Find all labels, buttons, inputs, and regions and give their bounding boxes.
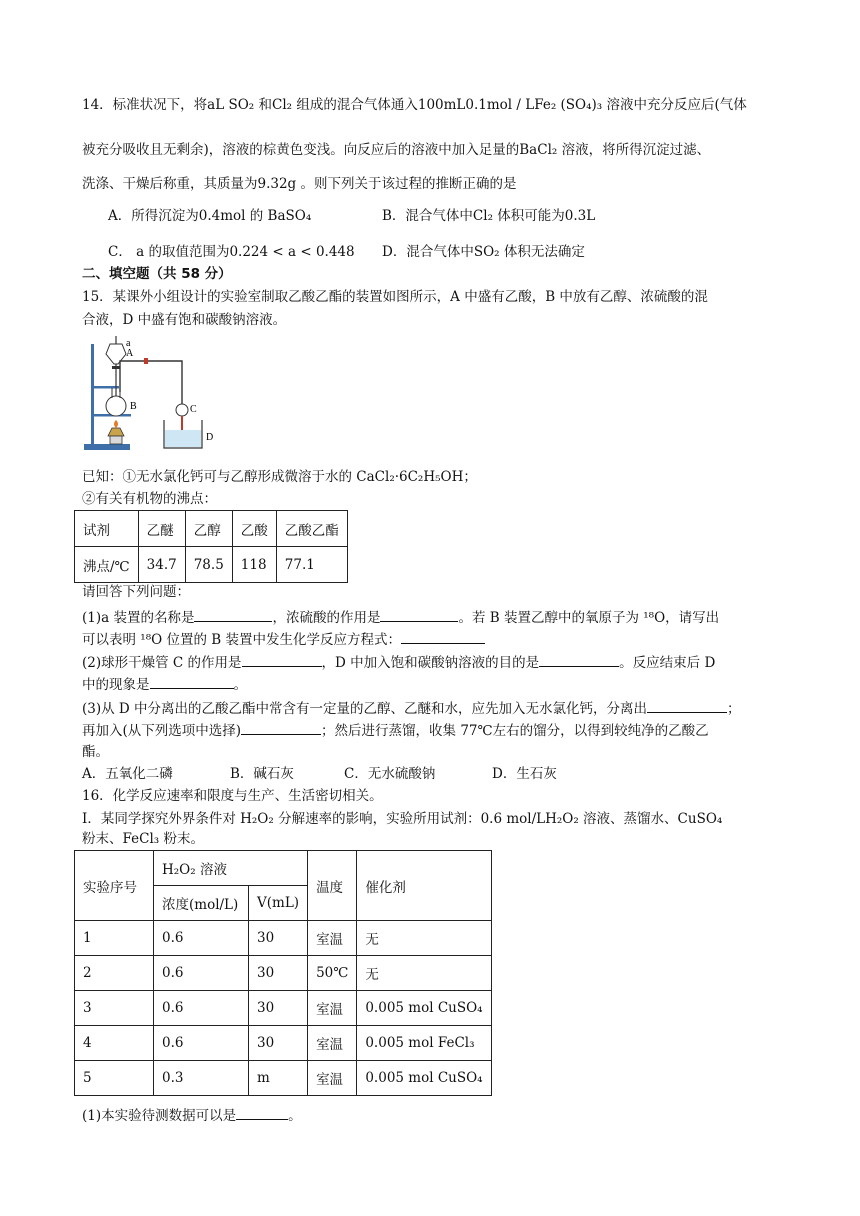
table-row: [75, 547, 348, 583]
alcohol-lamp: [108, 428, 124, 436]
experiment-table: [74, 850, 492, 1096]
q16-part1-question: [82, 1104, 782, 1126]
apparatus-diagram: [82, 336, 230, 454]
q15-part1-line-1: [82, 606, 782, 628]
q15-option-a: A．五氧化二磷: [82, 766, 173, 782]
q15-part3-text-c: 再加入(从下列选项中选择): [82, 723, 242, 739]
answer-blank[interactable]: [539, 651, 619, 667]
q15-option-b: B．碱石灰: [230, 766, 294, 782]
q14-stem-line-2: 被充分吸收且无剩余)，溶液的棕黄色变浅。向反应后的溶液中加入足量的BaCl₂ 溶液，将所得沉淀过滤、: [82, 142, 711, 158]
table-row: [75, 921, 492, 956]
q15-option-d: D．生石灰: [492, 766, 557, 782]
table-cell: 0.3: [154, 1061, 249, 1096]
table-cell: 室温: [308, 991, 357, 1026]
drying-tube: [176, 404, 188, 416]
boiling-point-table: [74, 510, 348, 583]
answer-blank[interactable]: [242, 651, 322, 667]
table-row: [75, 1061, 492, 1096]
table-row: [75, 991, 492, 1026]
label-D: D: [206, 432, 214, 443]
stand-base: [84, 444, 130, 450]
table-header: V(mL): [249, 886, 308, 921]
table-cell: 5: [75, 1061, 154, 1096]
table-cell: 30: [249, 956, 308, 991]
label-a: a: [126, 338, 131, 349]
table-cell: 77.1: [276, 547, 347, 583]
delivery-tube: [120, 361, 182, 404]
q15-part1-text-a: (1)a 装置的名称是: [82, 610, 195, 626]
q15-option-c: C．无水硫酸钠: [344, 766, 436, 782]
table-cell: 4: [75, 1026, 154, 1061]
table-cell: 室温: [308, 921, 357, 956]
q15-prompt: 请回答下列问题：: [82, 584, 190, 600]
q15-part2-text-a: (2)球形干燥管 C 的作用是: [82, 655, 242, 671]
q15-part3-line-1: [82, 697, 782, 719]
table-cell: 乙醇: [185, 511, 232, 547]
table-cell: 乙酸: [232, 511, 276, 547]
table-cell: 0.6: [154, 956, 249, 991]
table-cell: 0.6: [154, 921, 249, 956]
table-header: H₂O₂ 溶液: [154, 851, 308, 886]
q16-question-text: (1)本实验待测数据可以是: [82, 1108, 237, 1124]
answer-blank[interactable]: [194, 606, 272, 622]
q14-option-a: A．所得沉淀为0.4mol 的 BaSO₄: [108, 208, 312, 224]
q15-part3-text-d: ；然后进行蒸馏，收集 77℃左右的馏分，以得到较纯净的乙酸乙: [321, 723, 709, 739]
q15-part2-text-c: 。反应结束后 D: [619, 655, 716, 671]
q16-part1-line-1: Ⅰ．某同学探究外界条件对 H₂O₂ 分解速率的影响，实验所用试剂：0.6 mol/LH₂O₂ 溶液、蒸馏水、CuSO₄: [82, 811, 723, 827]
q15-part2-text-b: ，D 中加入饱和碳酸钠溶液的目的是: [321, 655, 540, 671]
round-bottom-flask: [106, 396, 126, 416]
table-header: 浓度(mol/L): [154, 886, 249, 921]
table-cell: 50℃: [308, 956, 357, 991]
q15-known-1: 已知：①无水氯化钙可与乙醇形成微溶于水的 CaCl₂·6C₂H₅OH；: [82, 469, 477, 485]
table-cell: 30: [249, 1026, 308, 1061]
stand-rod: [91, 344, 94, 444]
table-cell: 3: [75, 991, 154, 1026]
table-cell: 乙醚: [138, 511, 185, 547]
beaker-solution: [165, 430, 201, 447]
table-cell: 30: [249, 921, 308, 956]
answer-blank[interactable]: [150, 673, 234, 689]
q15-part3-line-2: [82, 719, 782, 741]
table-cell: 118: [232, 547, 276, 583]
table-cell: 0.6: [154, 1026, 249, 1061]
q15-part3-text-b: ；: [727, 701, 741, 717]
table-cell: 室温: [308, 1061, 357, 1096]
table-cell: 0.6: [154, 991, 249, 1026]
q14-stem-line-3: 洗涤、干燥后称重，其质量为9.32g 。则下列关于该过程的推断正确的是: [82, 176, 517, 192]
table-cell: 30: [249, 991, 308, 1026]
upper-clamp: [91, 386, 119, 389]
table-header: 催化剂: [357, 851, 491, 921]
flame-icon: [114, 420, 118, 428]
table-cell: 沸点/℃: [75, 547, 139, 583]
table-row: [75, 956, 492, 991]
answer-blank[interactable]: [380, 606, 458, 622]
table-cell: 1: [75, 921, 154, 956]
q16-stem: 16．化学反应速率和限度与生产、生活密切相关。: [82, 788, 383, 804]
table-row: [75, 511, 348, 547]
table-cell: 0.005 mol FeCl₃: [357, 1026, 491, 1061]
q15-stem-line-1: 15．某课外小组设计的实验室制取乙酸乙酯的装置如图所示，A 中盛有乙酸，B 中放有乙醇、浓硫酸的混: [82, 289, 708, 305]
q14-option-d: D．混合气体中SO₂ 体积无法确定: [382, 244, 585, 260]
q14-stem-line-1: 14．标准状况下，将aL SO₂ 和Cl₂ 组成的混合气体通入100mL0.1mol / LFe₂ (SO₄)₃ 溶液中充分反应后(气体: [82, 97, 747, 113]
label-B: B: [130, 401, 137, 412]
answer-blank[interactable]: [647, 697, 727, 713]
table-row: [75, 851, 492, 886]
answer-blank[interactable]: [236, 1104, 288, 1120]
table-row: [75, 1026, 492, 1061]
answer-blank[interactable]: [401, 628, 485, 644]
q15-part1-text-b: ，浓硫酸的作用是: [272, 610, 381, 626]
table-cell: 室温: [308, 1026, 357, 1061]
table-cell: m: [249, 1061, 308, 1096]
q15-part3-line-3: 酯。: [82, 744, 109, 760]
q15-part2-line-2: [82, 673, 782, 695]
label-A: A: [126, 348, 134, 359]
table-cell: 无: [357, 921, 491, 956]
label-C: C: [190, 404, 197, 415]
q15-part2-line-1: [82, 651, 782, 673]
q14-option-c: C． a 的取值范围为0.224 < a < 0.448: [108, 244, 355, 260]
table-cell: 0.005 mol CuSO₄: [357, 1061, 491, 1096]
q15-part2-text-e: 。: [233, 677, 247, 693]
q14-option-b: B．混合气体中Cl₂ 体积可能为0.3L: [382, 208, 596, 224]
q15-part1-line-2: [82, 628, 782, 650]
answer-blank[interactable]: [241, 719, 321, 735]
section-heading: 二、填空题（共 58 分）: [82, 266, 232, 282]
q15-part1-text-c: 。若 B 装置乙醇中的氧原子为 ¹⁸O，请写出: [458, 610, 720, 626]
table-cell: 试剂: [75, 511, 139, 547]
table-cell: 78.5: [185, 547, 232, 583]
table-cell: 34.7: [138, 547, 185, 583]
table-cell: 2: [75, 956, 154, 991]
table-cell: 0.005 mol CuSO₄: [357, 991, 491, 1026]
q15-part1-text-d: 可以表明 ¹⁸O 位置的 B 装置中发生化学反应方程式：: [82, 632, 401, 648]
q15-known-2: ②有关有机物的沸点：: [82, 491, 217, 507]
q15-part3-text-a: (3)从 D 中分离出的乙酸乙酯中常含有一定量的乙醇、乙醚和水，应先加入无水氯化钙，分离出: [82, 701, 648, 717]
q15-part2-text-d: 中的现象是: [82, 677, 150, 693]
q16-part1-line-2: 粉末、FeCl₃ 粉末。: [82, 831, 204, 847]
table-cell: 乙酸乙酯: [276, 511, 347, 547]
table-header: 温度: [308, 851, 357, 921]
q15-stem-line-2: 合液，D 中盛有饱和碳酸钠溶液。: [82, 312, 287, 328]
q16-question-end: 。: [288, 1108, 302, 1124]
table-header: 实验序号: [75, 851, 154, 921]
table-cell: 无: [357, 956, 491, 991]
